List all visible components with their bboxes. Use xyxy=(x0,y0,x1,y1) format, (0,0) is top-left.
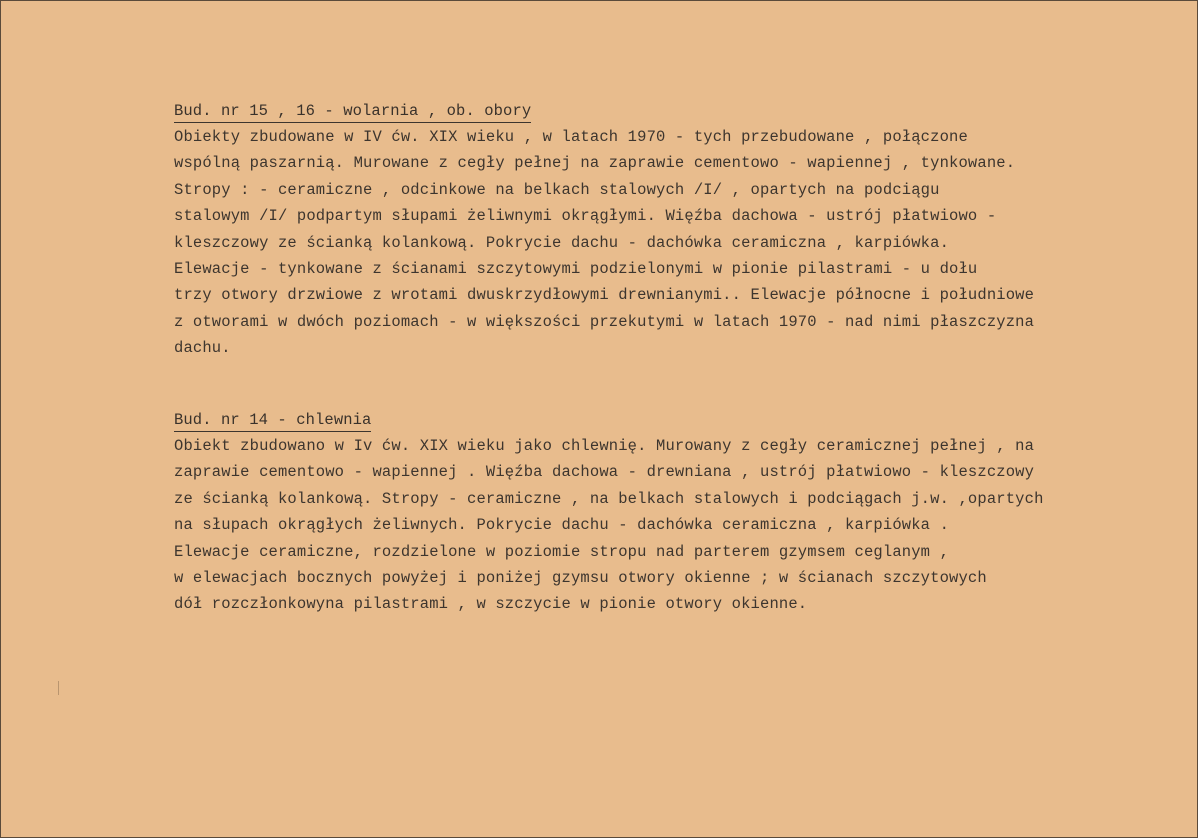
text-line: trzy otwory drzwiowe z wrotami dwuskrzydłowymi drewnianymi.. Elewacje północne i południowe xyxy=(174,286,1035,305)
text-line: Elewacje ceramiczne, rozdzielone w poziomie stropu nad parterem gzymsem ceglanym , xyxy=(174,542,950,561)
section-building-14 xyxy=(174,409,1134,618)
text-line: kleszczowy ze ścianką kolankową. Pokrycie dachu - dachówka ceramiczna , karpiówka. xyxy=(174,233,950,252)
text-line: z otworami w dwóch poziomach - w większości przekutymi w latach 1970 - nad nimi płaszczyzna xyxy=(174,312,1035,331)
section-building-15-16 xyxy=(174,100,1134,362)
text-line: Stropy : - ceramiczne , odcinkowe na belkach stalowych /I/ , opartych na podciągu xyxy=(174,180,940,199)
text-line: Obiekt zbudowano w Iv ćw. XIX wieku jako chlewnię. Murowany z cegły ceramicznej pełnej , na xyxy=(174,437,1035,455)
paper-mark xyxy=(58,681,59,695)
text-line: ze ścianką kolankową. Stropy - ceramiczne , na belkach stalowych i podciągach j.w. ,opartych xyxy=(174,489,1044,508)
text-line: dachu. xyxy=(174,339,231,358)
text-line: Obiekty zbudowane w IV ćw. XIX wieku , w latach 1970 - tych przebudowane , połączone xyxy=(174,128,968,146)
text-line: zaprawie cementowo - wapiennej . Więźba dachowa - drewniana , ustrój płatwiowo - kleszczowy xyxy=(174,463,1035,482)
text-line: na słupach okrągłych żeliwnych. Pokrycie dachu - dachówka ceramiczna , karpiówka . xyxy=(174,516,950,535)
text-line: wspólną paszarnią. Murowane z cegły pełnej na zaprawie cementowo - wapiennej , tynkowane. xyxy=(174,154,1016,173)
text-line: dół rozczłonkowyna pilastrami , w szczycie w pionie otwory okienne. xyxy=(174,595,808,614)
section-heading: Bud. nr 14 - chlewnia xyxy=(174,409,371,432)
section-heading: Bud. nr 15 , 16 - wolarnia , ob. obory xyxy=(174,100,531,123)
text-line: Elewacje - tynkowane z ścianami szczytowymi podzielonymi w pionie pilastrami - u dołu xyxy=(174,260,978,279)
text-line: w elewacjach bocznych powyżej i poniżej gzymsu otwory okienne ; w ścianach szczytowych xyxy=(174,569,987,588)
text-line: stalowym /I/ podpartym słupami żeliwnymi okrągłymi. Więźba dachowa - ustrój płatwiowo - xyxy=(174,207,997,226)
